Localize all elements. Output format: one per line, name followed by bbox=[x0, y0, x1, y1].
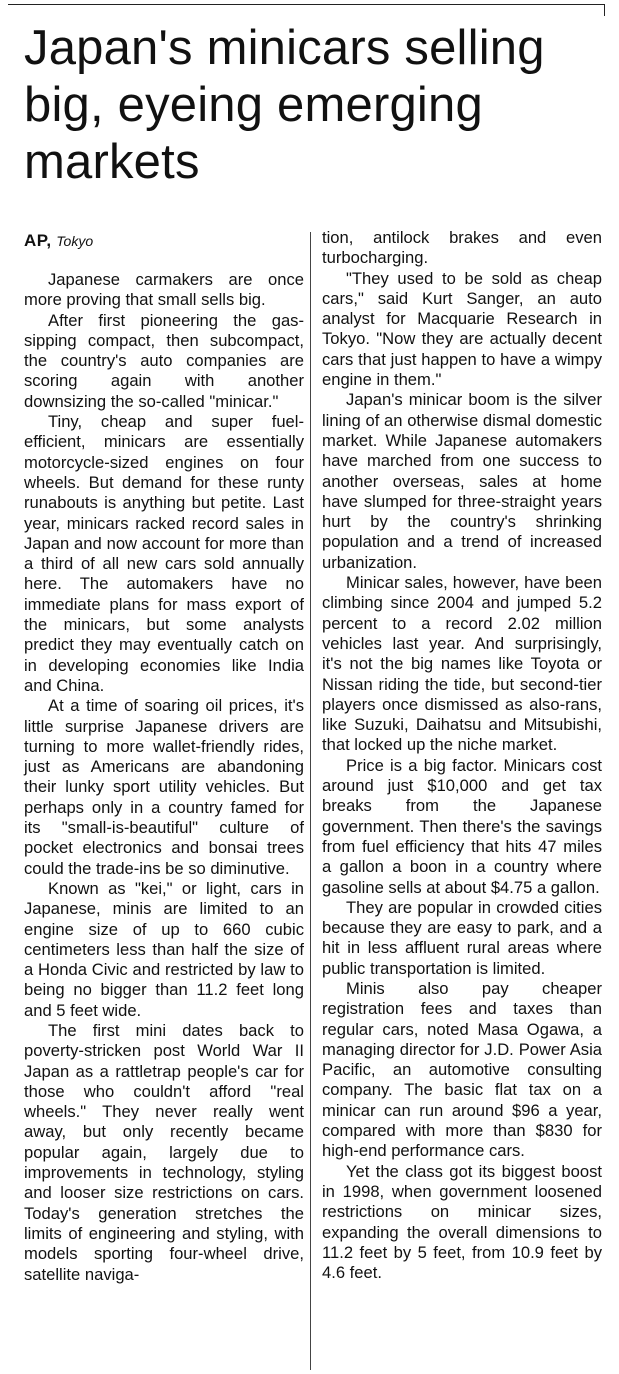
paragraph: They are popular in crowded cities because they are easy to park, and a hit in less affluent rural areas where public transportation is limited. bbox=[322, 897, 602, 978]
byline bbox=[24, 228, 304, 254]
top-border-rule bbox=[8, 4, 604, 5]
byline-city: Tokyo bbox=[56, 233, 94, 249]
paragraph: Minicar sales, however, have been climbing since 2004 and jumped 5.2 percent to a record 2.02 million vehicles last year. And surprisingly, it's not the big names like Toyota or Nissan riding the tide, but second-tier players once dismissed as also-rans, like Suzuki, Daihatsu and Mitsubishi, that locked up the niche market. bbox=[322, 573, 602, 755]
paragraph: The first mini dates back to poverty-stricken post World War II Japan as a rattletrap people's car for those who couldn't afford "real wheels." They never really went away, but only recently became popular again, largely due to improvements in technology, styling and looser size restrictions on cars. Today's generation stretches the limits of engineering and styling, with models sporting four-wheel drive, satellite naviga- bbox=[24, 1020, 304, 1284]
paragraph: Tiny, cheap and super fuel-efficient, minicars are essentially motorcycle-sized engines on four wheels. But demand for these runty runabouts is anything but petite. Last year, minicars racked record sales in Japan and now account for more than a third of all new cars sold annually here. The automakers have no immediate plans for mass export of the minicars, but some analysts predict they may eventually catch on in developing economies like India and China. bbox=[24, 412, 304, 695]
paragraph: Minis also pay cheaper registration fees and taxes than regular cars, noted Masa Ogawa, a managing director for J.D. Power Asia Pacific, an automotive consulting company. The basic flat tax on a minicar can run around $96 a year, compared with more than $830 for high-end performance cars. bbox=[322, 978, 602, 1161]
paragraph: Yet the class got its biggest boost in 1998, when government loosened restrictions on minicar sizes, expanding the overall dimensions to 11.2 feet by 5 feet, from 10.9 feet by 4.6 feet. bbox=[322, 1161, 602, 1283]
paragraph: "They used to be sold as cheap cars," said Kurt Sanger, an auto analyst for Macquarie Research in Tokyo. "Now they are actually decent cars that just happen to have a wimpy engine in them." bbox=[322, 268, 602, 390]
paragraph: Known as "kei," or light, cars in Japanese, minis are limited to an engine size of up to 660 cubic centimeters less than half the size of a Honda Civic and restricted by law to being no bigger than 11.2 feet long and 5 feet wide. bbox=[24, 878, 304, 1020]
right-border-tick bbox=[604, 4, 605, 16]
paragraph: After first pioneering the gas-sipping compact, then subcompact, the country's auto companies are scoring again with another downsizing the so-called "minicar." bbox=[24, 310, 304, 411]
byline-agency: AP, bbox=[24, 231, 52, 250]
paragraph: Japanese carmakers are once more proving that small sells big. bbox=[24, 270, 304, 310]
paragraph: Price is a big factor. Minicars cost around just $10,000 and get tax breaks from the Japanese government. Then there's the savings from fuel efficiency that hits 47 miles a gallon a boon in a country where gasoline sells at about $4.75 a gallon. bbox=[322, 755, 602, 897]
paragraph-continuation: tion, antilock brakes and even turbocharging. bbox=[322, 228, 602, 268]
headline: Japan's minicars selling big, eyeing emerging markets bbox=[24, 21, 545, 189]
paragraph: Japan's minicar boom is the silver lining of an otherwise dismal domestic market. While Japanese automakers have marched from one success to another overseas, sales at home have slumped for three-straight years hurt by the country's shrinking population and a trend of increased urbanization. bbox=[322, 390, 602, 572]
article-column-2 bbox=[322, 228, 602, 1283]
paragraph: At a time of soaring oil prices, it's little surprise Japanese drivers are turning to more wallet-friendly rides, just as Americans are abandoning their lunky sport utility vehicles. But perhaps only in a country famed for its "small-is-beautiful" culture of pocket electronics and bonsai trees could the trade-ins be so diminutive. bbox=[24, 696, 304, 878]
article-column-1 bbox=[24, 228, 304, 1285]
column-divider bbox=[310, 232, 311, 1370]
